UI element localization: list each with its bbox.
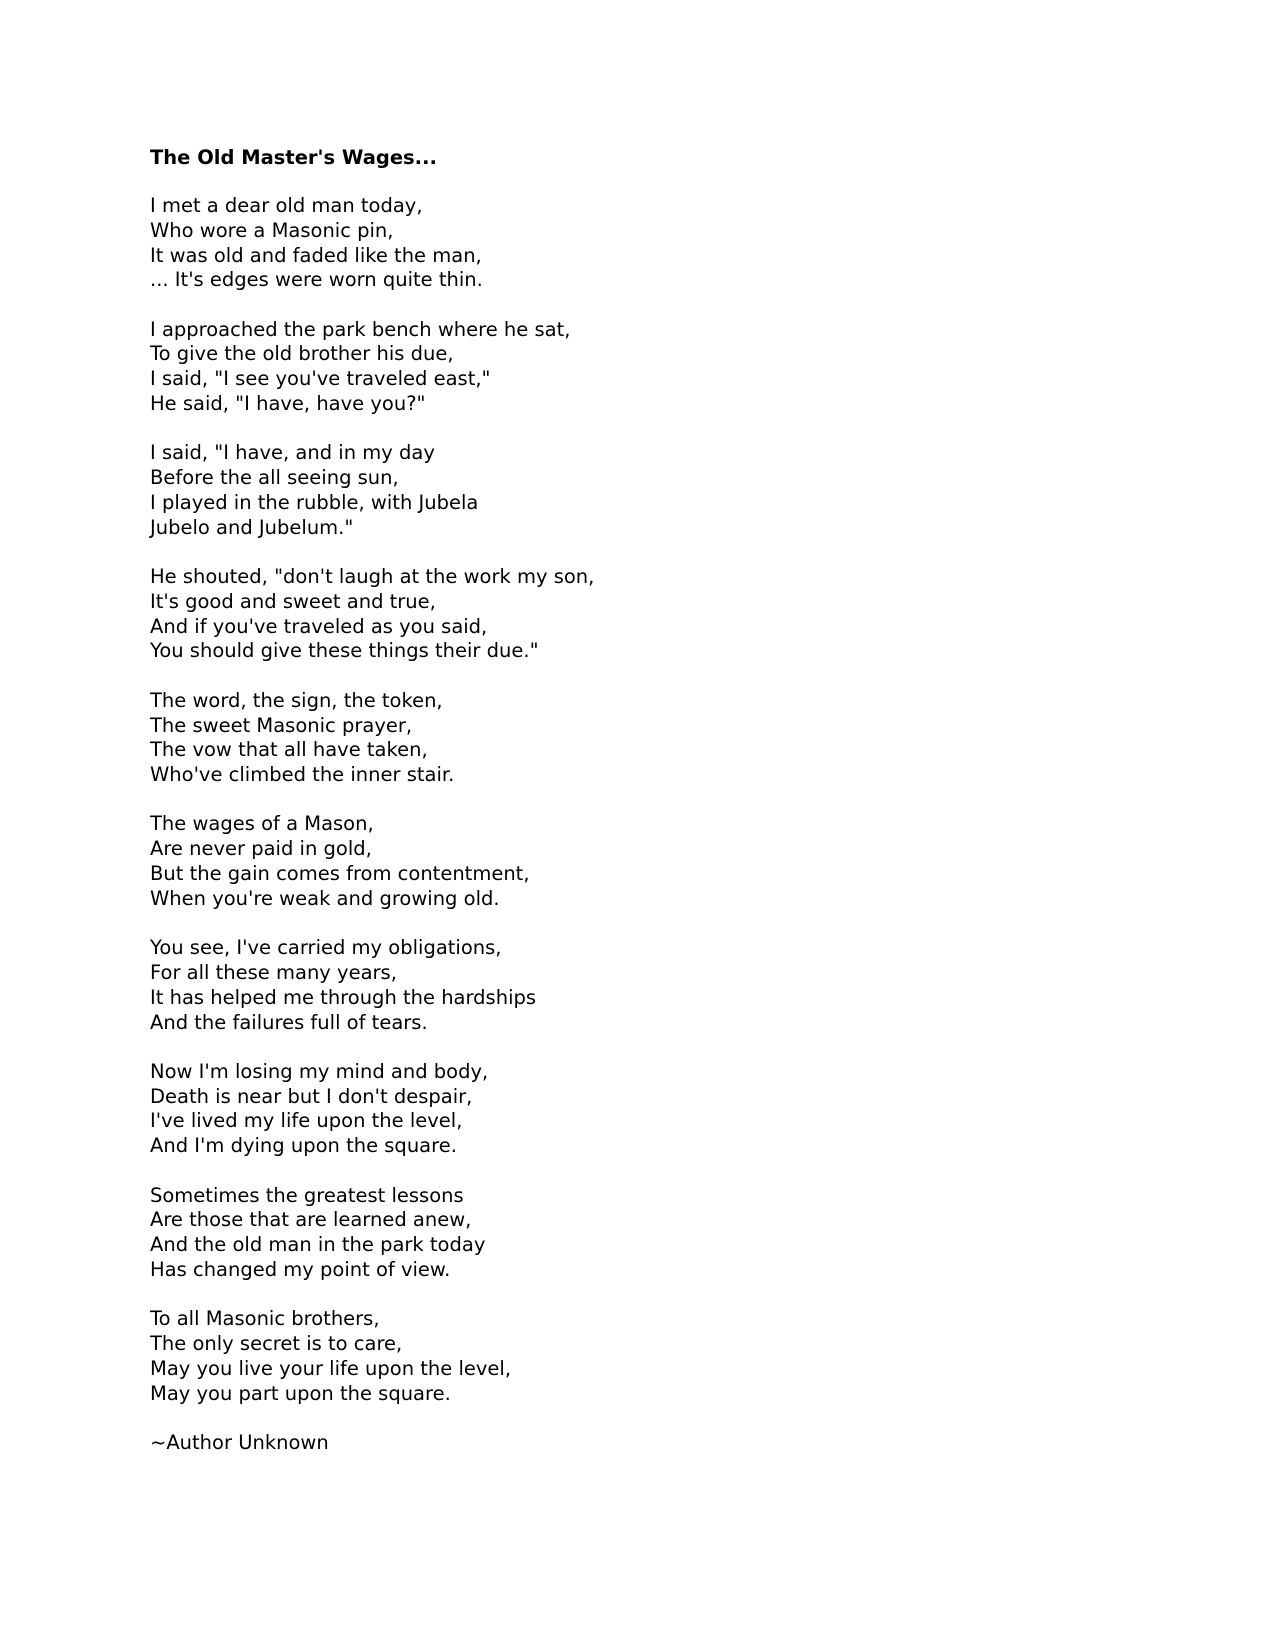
poem-line: I approached the park bench where he sat, bbox=[150, 317, 571, 341]
stanza bbox=[150, 1307, 1150, 1406]
poem-line: It has helped me through the hardships bbox=[150, 985, 537, 1009]
poem-line: Death is near but I don't despair, bbox=[150, 1084, 473, 1108]
poem-line: I met a dear old man today, bbox=[150, 194, 423, 217]
stanza bbox=[150, 565, 1150, 664]
stanza bbox=[150, 936, 1150, 1035]
poem-line: Before the all seeing sun, bbox=[150, 466, 399, 490]
poem-line: Sometimes the greatest lessons bbox=[150, 1183, 464, 1207]
poem-line: Are those that are learned anew, bbox=[150, 1208, 472, 1232]
poem-line: I said, "I have, and in my day bbox=[150, 441, 435, 465]
poem-line: I said, "I see you've traveled east," bbox=[150, 367, 491, 391]
stanza bbox=[150, 689, 1150, 788]
poem-line: The vow that all have taken, bbox=[150, 738, 428, 762]
poem-line: For all these many years, bbox=[150, 960, 397, 984]
poem-line: It was old and faded like the man, bbox=[150, 243, 482, 267]
poem-line: The sweet Masonic prayer, bbox=[150, 713, 413, 737]
poem-line: And I'm dying upon the square. bbox=[150, 1134, 457, 1158]
poem-line: You see, I've carried my obligations, bbox=[150, 936, 502, 960]
poem-line: You should give these things their due." bbox=[150, 639, 539, 663]
poem-line: It's good and sweet and true, bbox=[150, 589, 436, 613]
poem-line: The word, the sign, the token, bbox=[150, 688, 443, 712]
poem-line: May you live your life upon the level, bbox=[150, 1356, 512, 1380]
poem-line: The wages of a Mason, bbox=[150, 812, 374, 836]
poem-line: May you part upon the square. bbox=[150, 1381, 451, 1405]
poem-line: Who wore a Masonic pin, bbox=[150, 218, 394, 242]
poem-line: Are never paid in gold, bbox=[150, 837, 372, 861]
author-attribution: ~Author Unknown bbox=[150, 1430, 329, 1454]
poem-line: Has changed my point of view. bbox=[150, 1257, 451, 1281]
stanza bbox=[150, 812, 1150, 911]
poem-line: Now I'm losing my mind and body, bbox=[150, 1059, 489, 1083]
stanza bbox=[150, 1184, 1150, 1283]
poem-line: To give the old brother his due, bbox=[150, 342, 454, 366]
stanza bbox=[150, 318, 1150, 417]
poem-line: And if you've traveled as you said, bbox=[150, 614, 488, 638]
poem-line: When you're weak and growing old. bbox=[150, 886, 500, 910]
document-page bbox=[150, 146, 1150, 1456]
poem-line: The only secret is to care, bbox=[150, 1331, 403, 1355]
poem-title: The Old Master's Wages... bbox=[150, 146, 437, 169]
poem-line: But the gain comes from contentment, bbox=[150, 862, 530, 886]
poem-line: He said, "I have, have you?" bbox=[150, 392, 426, 416]
poem-line: To all Masonic brothers, bbox=[150, 1307, 380, 1331]
poem-line: And the failures full of tears. bbox=[150, 1010, 428, 1034]
poem-line: Who've climbed the inner stair. bbox=[150, 763, 455, 787]
poem-line: I played in the rubble, with Jubela bbox=[150, 490, 479, 514]
stanza bbox=[150, 194, 1150, 293]
poem-line: ... It's edges were worn quite thin. bbox=[150, 268, 483, 292]
stanza bbox=[150, 441, 1150, 540]
poem-line: He shouted, "don't laugh at the work my son, bbox=[150, 565, 595, 589]
poem-line: Jubelo and Jubelum." bbox=[150, 515, 354, 539]
stanza bbox=[150, 1060, 1150, 1159]
poem-line: I've lived my life upon the level, bbox=[150, 1109, 463, 1133]
poem-line: And the old man in the park today bbox=[150, 1233, 486, 1257]
